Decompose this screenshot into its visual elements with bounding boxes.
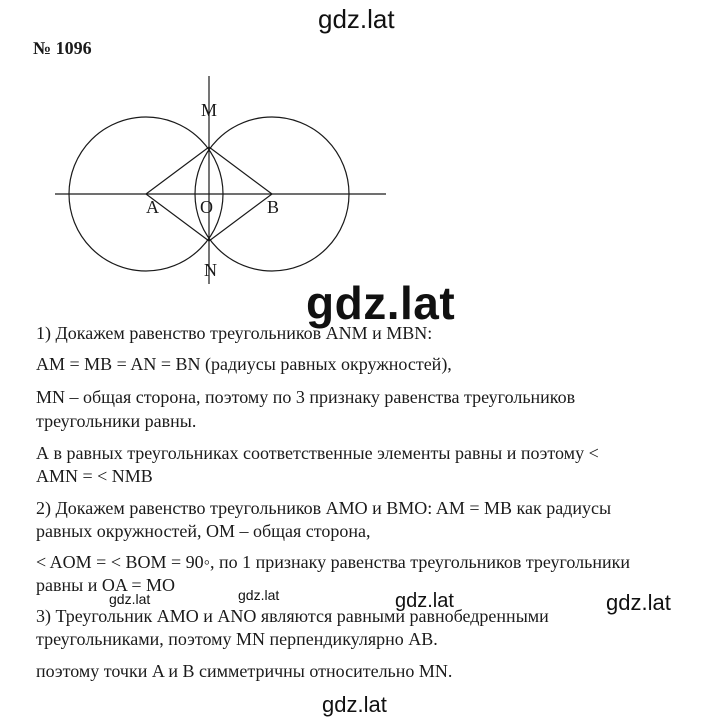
problem-number: № 1096 [33, 38, 92, 58]
solution-line-2: AM = MB = AN = BN (радиусы равных окружностей), [36, 354, 452, 374]
label-n: N [204, 260, 217, 280]
solution-line-4: треугольники равны. [36, 411, 197, 431]
solution-line-11: 3) Треугольник AMO и ANO являются равными равнобедренными [36, 606, 549, 626]
solution-line-10: равны и OA = MO [36, 575, 176, 595]
watermark-bottom: gdz.lat [322, 692, 387, 717]
watermark-mid: gdz.lat [395, 590, 454, 612]
label-a: A [146, 197, 159, 217]
geometry-figure [0, 0, 720, 300]
solution-line-5: А в равных треугольниках соответственные элементы равны и поэтому < [36, 443, 599, 463]
solution-line-3: MN – общая сторона, поэтому по 3 признаку равенства треугольников [36, 387, 576, 407]
label-m: M [201, 100, 218, 120]
solution-line-7: 2) Докажем равенство треугольников AMO и BMO: AM = MB как радиусы [36, 498, 612, 518]
watermark-small-mid: gdz.lat [238, 587, 280, 603]
solution-line-8: равных окружностей, OM – общая сторона, [36, 521, 371, 541]
watermark-right: gdz.lat [606, 590, 671, 615]
watermark-small-left: gdz.lat [109, 591, 151, 607]
solution-line-12: треугольниками, поэтому MN перпендикулярно AB. [36, 629, 438, 649]
watermark-top: gdz.lat [318, 4, 395, 34]
watermark-big: gdz.lat [306, 277, 456, 329]
solution-line-6: AMN = < NMB [36, 466, 153, 486]
solution-line-9: < AOM = < BOM = 90◦, по 1 признаку равенства треугольников треугольники [36, 552, 631, 572]
label-o: O [200, 197, 213, 217]
label-b: B [267, 197, 280, 217]
solution-line-13: поэтому точки A и B симметричны относительно MN. [36, 661, 453, 681]
solution-line-1: 1) Докажем равенство треугольников ANM и MBN: [36, 323, 433, 343]
